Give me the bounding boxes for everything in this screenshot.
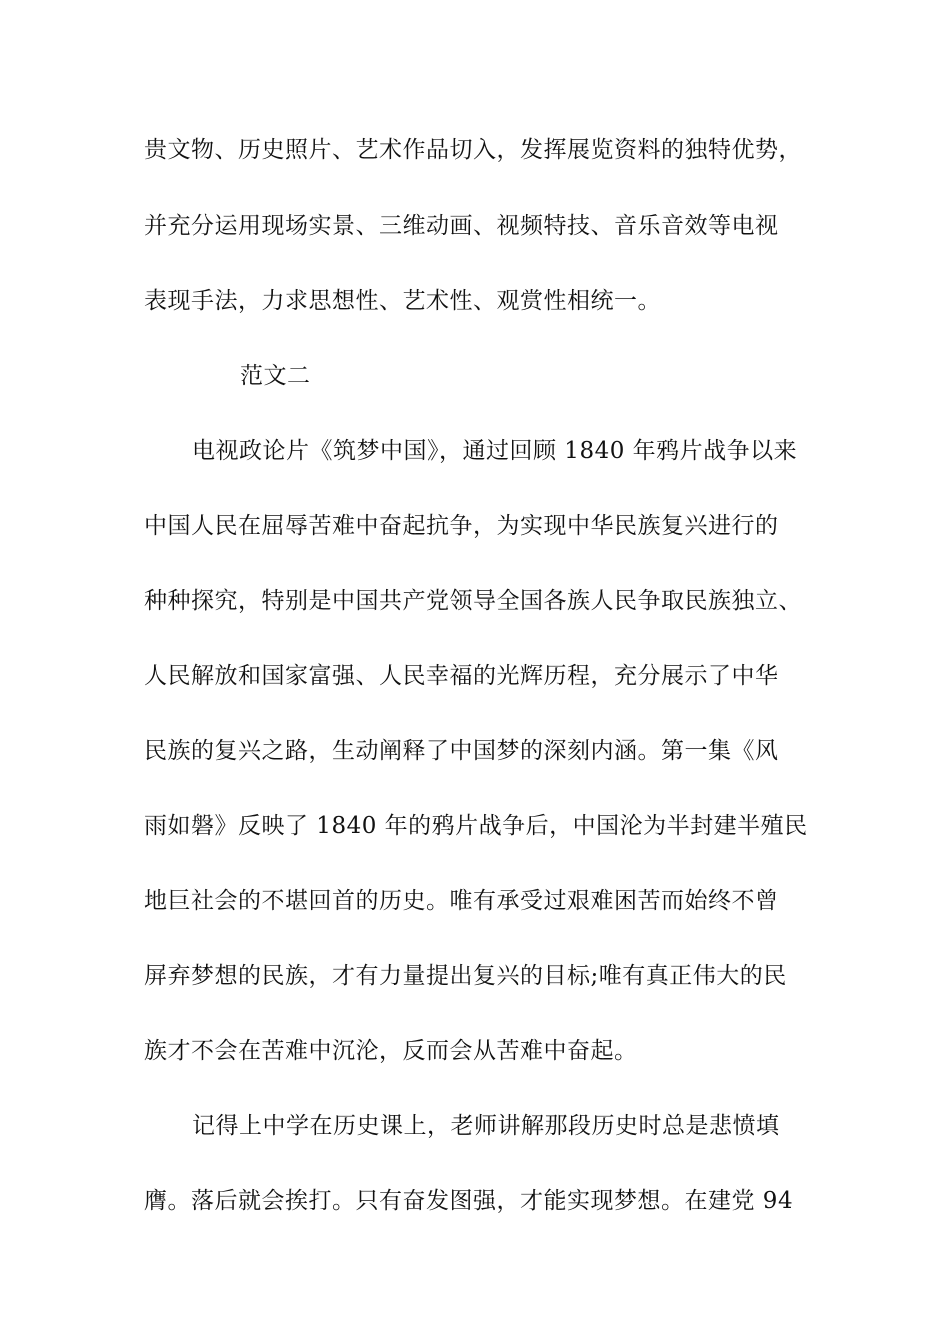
- text-line: 屏弃梦想的民族，才有力量提出复兴的目标;唯有真正伟大的民: [144, 963, 787, 989]
- text-line: 并充分运用现场实景、三维动画、视频特技、音乐音效等电视: [144, 213, 779, 239]
- text-line: 地巨社会的不堪回首的历史。唯有承受过艰难困苦而始终不曾: [144, 888, 779, 914]
- paragraph-first-line: 电视政论片《筑梦中国》，通过回顾 1840 年鸦片战争以来: [192, 438, 798, 464]
- section-heading: 范文二: [240, 363, 311, 389]
- text-line: 种种探究，特别是中国共产党领导全国各族人民争取民族独立、: [144, 588, 802, 614]
- text-line: 民族的复兴之路，生动阐释了中国梦的深刻内涵。第一集《风: [144, 738, 779, 764]
- text-line: 表现手法，力求思想性、艺术性、观赏性相统一。: [144, 288, 661, 314]
- paragraph-first-line: 记得上中学在历史课上，老师讲解那段历史时总是悲愤填: [192, 1113, 780, 1139]
- text-line: 雨如磐》反映了 1840 年的鸦片战争后，中国沦为半封建半殖民: [144, 813, 808, 839]
- text-line: 膺。落后就会挨打。只有奋发图强，才能实现梦想。在建党 94: [144, 1188, 794, 1214]
- text-line: 贵文物、历史照片、艺术作品切入，发挥展览资料的独特优势，: [144, 137, 802, 163]
- text-line: 人民解放和国家富强、人民幸福的光辉历程，充分展示了中华: [144, 663, 779, 689]
- text-line: 中国人民在屈辱苦难中奋起抗争，为实现中华民族复兴进行的: [144, 513, 779, 539]
- text-line: 族才不会在苦难中沉沦，反而会从苦难中奋起。: [144, 1038, 638, 1064]
